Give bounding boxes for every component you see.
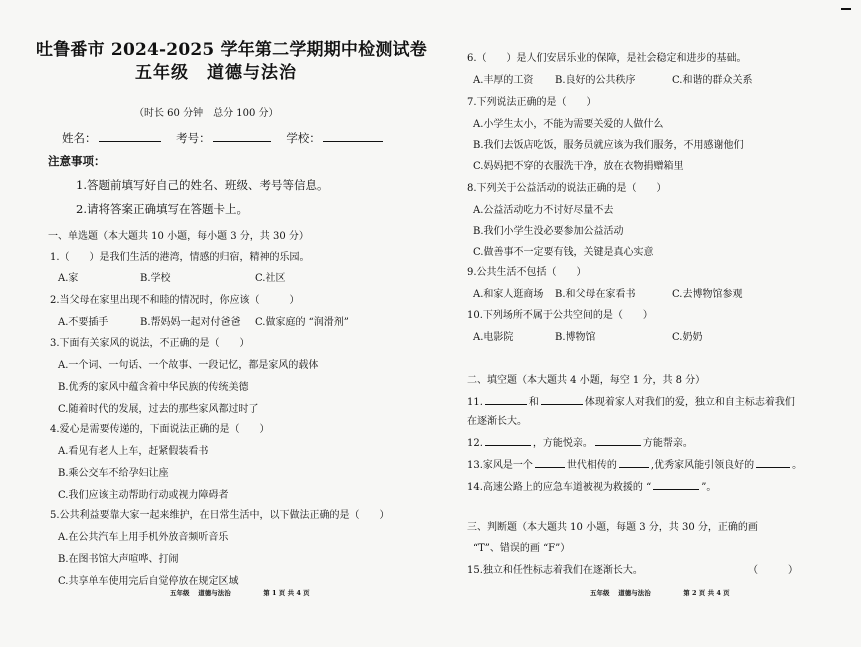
question-stem: 14.高速公路上的应急车道被视为救援的 “ ”。 xyxy=(467,482,717,493)
answer-bracket[interactable]: （ ） xyxy=(748,565,798,576)
section-heading-continuation: “T”、错误的画 “F”） xyxy=(473,543,571,554)
option-b: B.在图书馆大声喧哗、打闹 xyxy=(58,554,179,565)
section-heading-true-false: 三、判断题（本大题共 10 小题，每题 3 分，共 30 分，正确的画 xyxy=(467,522,758,533)
question-stem: 8.下列关于公益活动的说法正确的是（ ） xyxy=(467,183,667,194)
option-c: C.去博物馆参观 xyxy=(672,289,743,300)
option-a: A.小学生太小，不能为需要关爱的人做什么 xyxy=(473,119,664,130)
question-stem: 13.家风是一个 世代相传的 ,优秀家风能引领良好的 。 xyxy=(467,460,803,471)
question-stem: 11. 和 体现着家人对我们的爱，独立和自主标志着我们 xyxy=(467,397,795,408)
option-b: B.学校 xyxy=(140,273,171,284)
question-stem: 9.公共生活不包括（ ） xyxy=(467,267,587,278)
exam-title: 吐鲁番市 2024-2025 学年第二学期期中检测试卷 xyxy=(36,40,427,60)
option-c: C.和谐的群众关系 xyxy=(672,75,753,86)
option-c: C.奶奶 xyxy=(672,332,703,343)
page-footer: 五年级 道德与法治 第 2 页 共 4 页 xyxy=(590,589,730,597)
question-stem: 3.下面有关家风的说法，不正确的是（ ） xyxy=(50,338,250,349)
option-c: C.社区 xyxy=(255,273,286,284)
option-b: B.乘公交车不给孕妇让座 xyxy=(58,468,169,479)
name-label: 姓名： xyxy=(62,131,97,145)
option-b: B.和父母在家看书 xyxy=(555,289,636,300)
blank-field[interactable] xyxy=(653,480,699,490)
blank-field[interactable] xyxy=(485,436,531,446)
option-b: B.优秀的家风中蕴含着中华民族的传统美德 xyxy=(58,382,249,393)
exam-duration: （时长 60 分钟 总分 100 分） xyxy=(134,108,279,119)
option-a: A.电影院 xyxy=(473,332,514,343)
question-stem: 4.爱心是需要传递的，下面说法正确的是（ ） xyxy=(50,424,270,435)
option-b: B.良好的公共秩序 xyxy=(555,75,636,86)
exam-no-field[interactable] xyxy=(213,132,271,142)
option-b: B.我们小学生没必要参加公益活动 xyxy=(473,226,624,237)
option-a: A.和家人逛商场 xyxy=(473,289,544,300)
notice-heading: 注意事项： xyxy=(48,154,106,168)
option-a: A.不要插手 xyxy=(58,317,109,328)
option-b: B.我们去饭店吃饭，服务员就应该为我们服务，不用感谢他们 xyxy=(473,140,744,151)
option-c: C.做家庭的 “润滑剂” xyxy=(255,317,349,328)
blank-field[interactable] xyxy=(619,458,649,468)
question-stem: 5.公共利益要靠大家一起来维护，在日常生活中，以下做法正确的是（ ） xyxy=(50,510,390,521)
question-stem: 12. ，方能悦亲。 方能帮亲。 xyxy=(467,438,693,449)
blank-field[interactable] xyxy=(595,436,641,446)
exam-page-1 xyxy=(0,0,430,647)
question-stem: 6.（ ）是人们安居乐业的保障，是社会稳定和进步的基础。 xyxy=(467,53,747,64)
question-stem: 10.下列场所不属于公共空间的是（ ） xyxy=(467,310,653,321)
question-stem: 2.当父母在家里出现不和睦的情况时，你应该（ ） xyxy=(50,295,300,306)
school-label: 学校： xyxy=(286,131,321,145)
blank-field[interactable] xyxy=(756,458,790,468)
section-heading-fill-in: 二、填空题（本大题共 4 小题，每空 1 分，共 8 分） xyxy=(467,375,706,386)
option-a: A.看见有老人上车，赶紧假装看书 xyxy=(58,446,209,457)
question-stem: 1.（ ）是我们生活的港湾，情感的归宿，精神的乐园。 xyxy=(50,252,310,263)
name-field[interactable] xyxy=(99,132,161,142)
blank-field[interactable] xyxy=(485,395,527,405)
exam-subtitle: 五年级 道德与法治 xyxy=(135,63,297,83)
option-c: C.随着时代的发展，过去的那些家风都过时了 xyxy=(58,404,259,415)
option-c: C.做善事不一定要有钱，关键是真心实意 xyxy=(473,247,654,258)
option-c: C.妈妈把不穿的衣服洗干净，放在衣物捐赠箱里 xyxy=(473,161,684,172)
blank-field[interactable] xyxy=(535,458,565,468)
option-b: B.博物馆 xyxy=(555,332,596,343)
section-heading-single-choice: 一、单选题（本大题共 10 小题，每小题 3 分，共 30 分） xyxy=(48,231,309,242)
option-a: A.丰厚的工资 xyxy=(473,75,534,86)
school-field[interactable] xyxy=(323,132,383,142)
option-a: A.公益活动吃力不讨好尽量不去 xyxy=(473,205,614,216)
option-a: A.在公共汽车上用手机外放音频听音乐 xyxy=(58,532,229,543)
exam-no-label: 考号： xyxy=(176,131,211,145)
notice-item: 1.答题前填写好自己的姓名、班级、考号等信息。 xyxy=(76,178,329,192)
option-a: A.家 xyxy=(58,273,79,284)
blank-field[interactable] xyxy=(541,395,583,405)
question-stem: 15.独立和任性标志着我们在逐渐长大。 xyxy=(467,565,643,576)
option-a: A.一个词、一句话、一个故事、一段记忆，都是家风的载体 xyxy=(58,360,319,371)
page-footer: 五年级 道德与法治 第 1 页 共 4 页 xyxy=(170,589,310,597)
student-info-row xyxy=(62,132,385,145)
question-stem: 7.下列说法正确的是（ ） xyxy=(467,97,597,108)
option-c: C.共享单车使用完后自觉停放在规定区域 xyxy=(58,576,239,587)
notice-item: 2.请将答案正确填写在答题卡上。 xyxy=(76,202,248,216)
question-continuation: 在逐渐长大。 xyxy=(467,416,527,427)
exam-page-2 xyxy=(430,0,861,647)
option-b: B.帮妈妈一起对付爸爸 xyxy=(140,317,241,328)
option-c: C.我们应该主动帮助行动或视力障碍者 xyxy=(58,490,229,501)
